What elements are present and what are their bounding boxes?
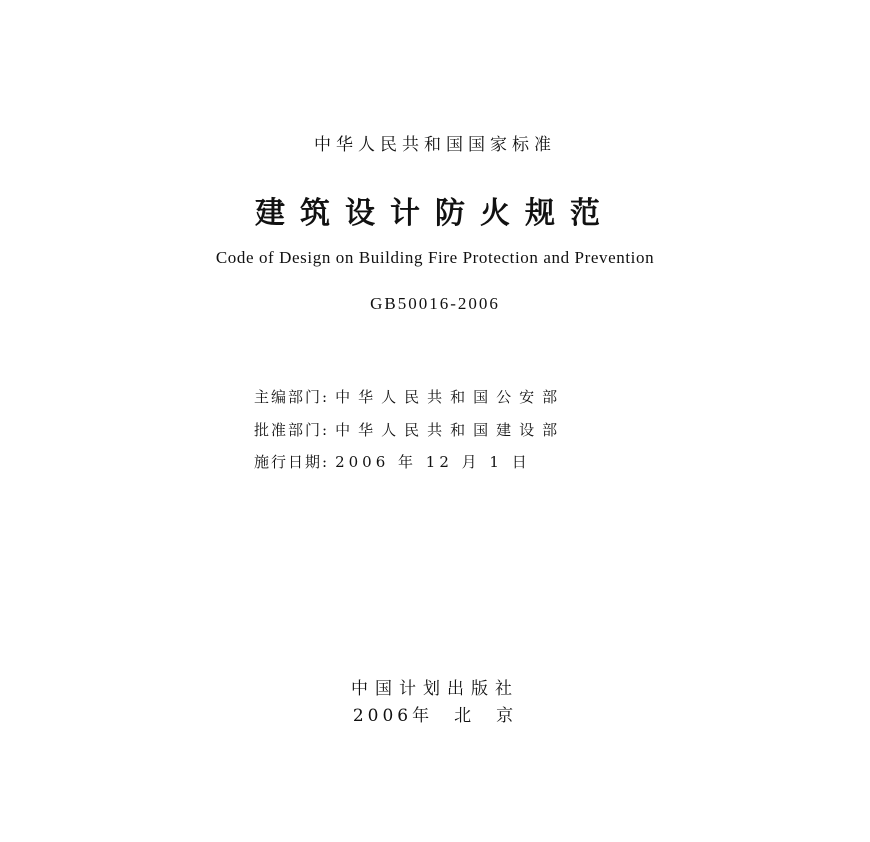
document-title: 建筑设计防火规范 xyxy=(255,196,615,231)
standard-code: GB50016-2006 xyxy=(370,294,500,313)
effective-date-row xyxy=(254,451,531,472)
approver-value: 中华人民共和国建设部 xyxy=(335,421,566,439)
approver-row xyxy=(254,419,565,440)
publisher: 中国计划出版社 xyxy=(351,679,519,699)
approver-label: 批准部门: xyxy=(254,421,330,439)
editor-value: 中华人民共和国公安部 xyxy=(335,388,566,406)
document-title-english: Code of Design on Building Fire Protection and Prevention xyxy=(215,248,655,267)
publication-place-year: 2006年 北 京 xyxy=(352,706,518,726)
effective-date-label: 施行日期: xyxy=(254,453,330,471)
standard-type: 中华人民共和国国家标准 xyxy=(314,135,556,155)
editor-label: 主编部门: xyxy=(254,388,330,406)
editor-row xyxy=(254,386,565,407)
effective-date-value: 2006 年 12 月 1 日 xyxy=(335,453,531,471)
